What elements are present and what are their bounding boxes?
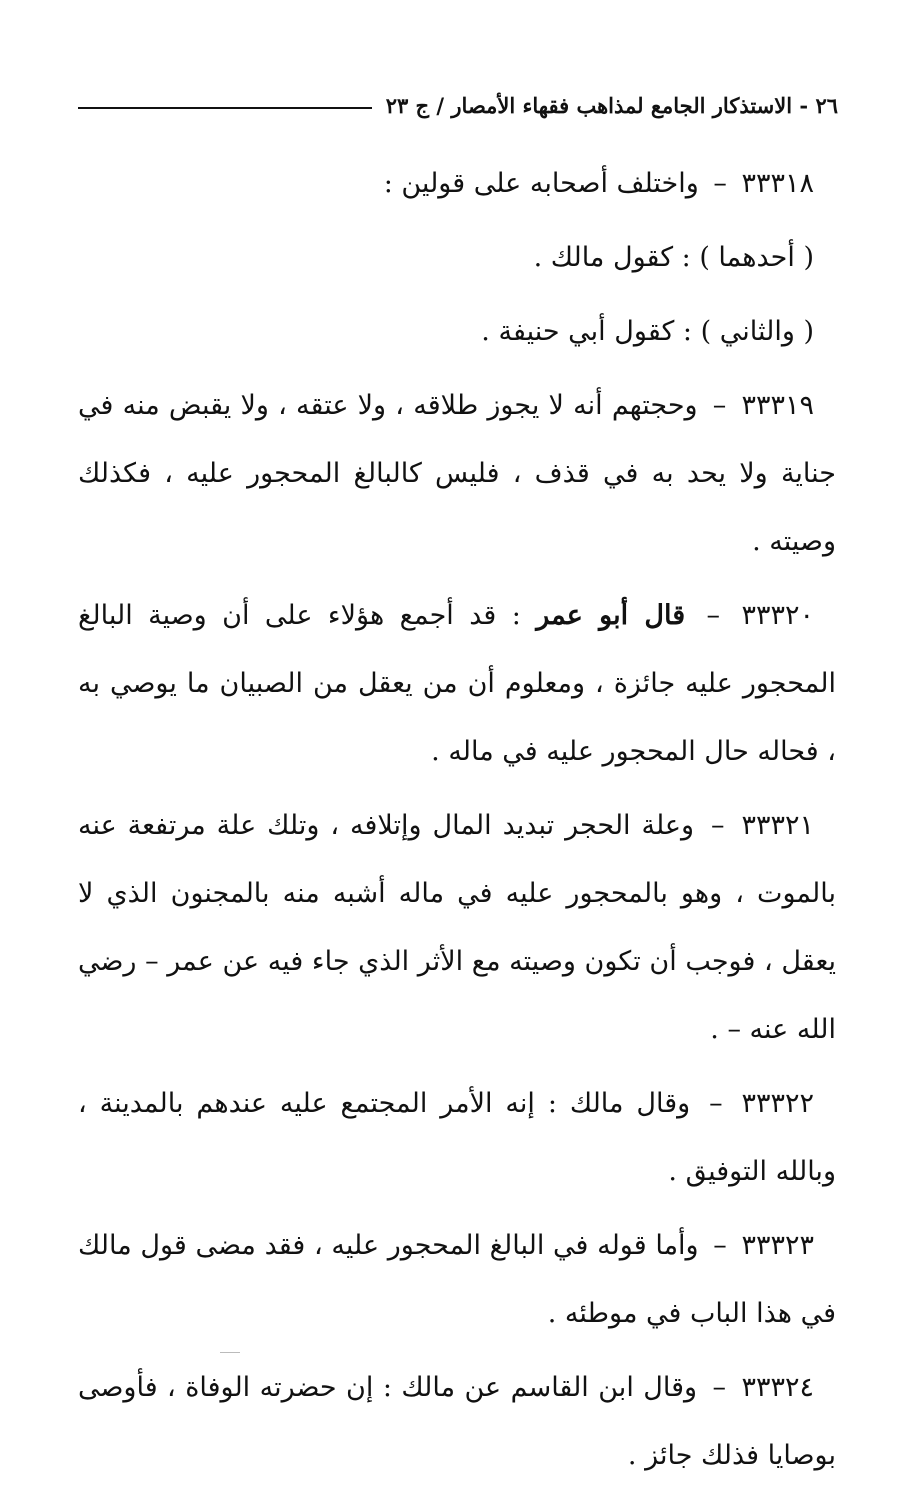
paragraph-text: وأما قوله في البالغ المحجور عليه ، فقد مضى قول مالك في هذا الباب في موطئه . xyxy=(78,1230,836,1329)
paragraph-number: ٣٣٣٢٤ xyxy=(741,1372,814,1403)
paragraph-number: ٣٣٣١٩ xyxy=(741,390,814,421)
paragraph-text: ( والثاني ) : كقول أبي حنيفة . xyxy=(481,316,814,347)
page-footer-mark xyxy=(220,1352,240,1353)
paragraph-33318 xyxy=(78,150,836,218)
paragraph-dash: – xyxy=(713,168,727,199)
paragraph-number: ٣٣٣٢٣ xyxy=(741,1230,814,1261)
paragraph-text: ( أحدهما ) : كقول مالك . xyxy=(533,242,814,273)
body-text xyxy=(78,150,836,1496)
paragraph-33319 xyxy=(78,372,836,576)
paragraph-dash: – xyxy=(712,1372,727,1403)
paragraph-dash: – xyxy=(713,1230,727,1261)
paragraph-33323 xyxy=(78,1212,836,1348)
paragraph-33324 xyxy=(78,1354,836,1490)
paragraph-dash: – xyxy=(712,390,727,421)
paragraph-second-opinion xyxy=(78,298,836,366)
paragraph-33320 xyxy=(78,582,836,786)
paragraph-first-opinion xyxy=(78,224,836,292)
paragraph-text: وعلة الحجر تبديد المال وإتلافه ، وتلك علة مرتفعة عنه بالموت ، وهو بالمحجور عليه في ماله أشبه منه بالمجنون الذي لا يعقل ، فوجب أن تكون وصيته مع الأثر الذي جاء فيه عن عمر – رضي الله عنه – . xyxy=(78,810,836,1045)
paragraph-33321 xyxy=(78,792,836,1064)
running-title: ٢٦ - الاستذكار الجامع لمذاهب فقهاء الأمصار / ج ٢٣ xyxy=(385,92,838,118)
paragraph-dash: – xyxy=(711,810,725,841)
paragraph-dash: – xyxy=(706,600,721,631)
paragraph-number: ٣٣٣٢٠ xyxy=(741,600,814,631)
paragraph-text: وحجتهم أنه لا يجوز طلاقه ، ولا عتقه ، ولا يقبض منه في جناية ولا يحد به في قذف ، فليس كالبالغ المحجور عليه ، فكذلك وصيته . xyxy=(78,390,836,557)
paragraph-number: ٣٣٣١٨ xyxy=(741,168,814,199)
paragraph-text: واختلف أصحابه على قولين : xyxy=(383,168,699,199)
paragraph-dash: – xyxy=(709,1088,723,1119)
paragraph-number: ٣٣٣٢٢ xyxy=(741,1088,814,1119)
speaker-name: قال أبو عمر xyxy=(536,600,686,631)
paragraph-number: ٣٣٣٢١ xyxy=(741,810,814,841)
header-rule xyxy=(78,107,372,109)
paragraph-33322 xyxy=(78,1070,836,1206)
paragraph-text: وقال مالك : إنه الأمر المجتمع عليه عندهم بالمدينة ، وبالله التوفيق . xyxy=(78,1088,836,1187)
paragraph-text: : قد أجمع هؤلاء على أن وصية البالغ المحجور عليه جائزة ، ومعلوم أن من يعقل من الصبيان ما يوصي به ، فحاله حال المحجور عليه في ماله . xyxy=(78,600,836,767)
paragraph-text: وقال ابن القاسم عن مالك : إن حضرته الوفاة ، فأوصى بوصايا فذلك جائز . xyxy=(78,1372,836,1471)
running-header xyxy=(78,88,838,122)
